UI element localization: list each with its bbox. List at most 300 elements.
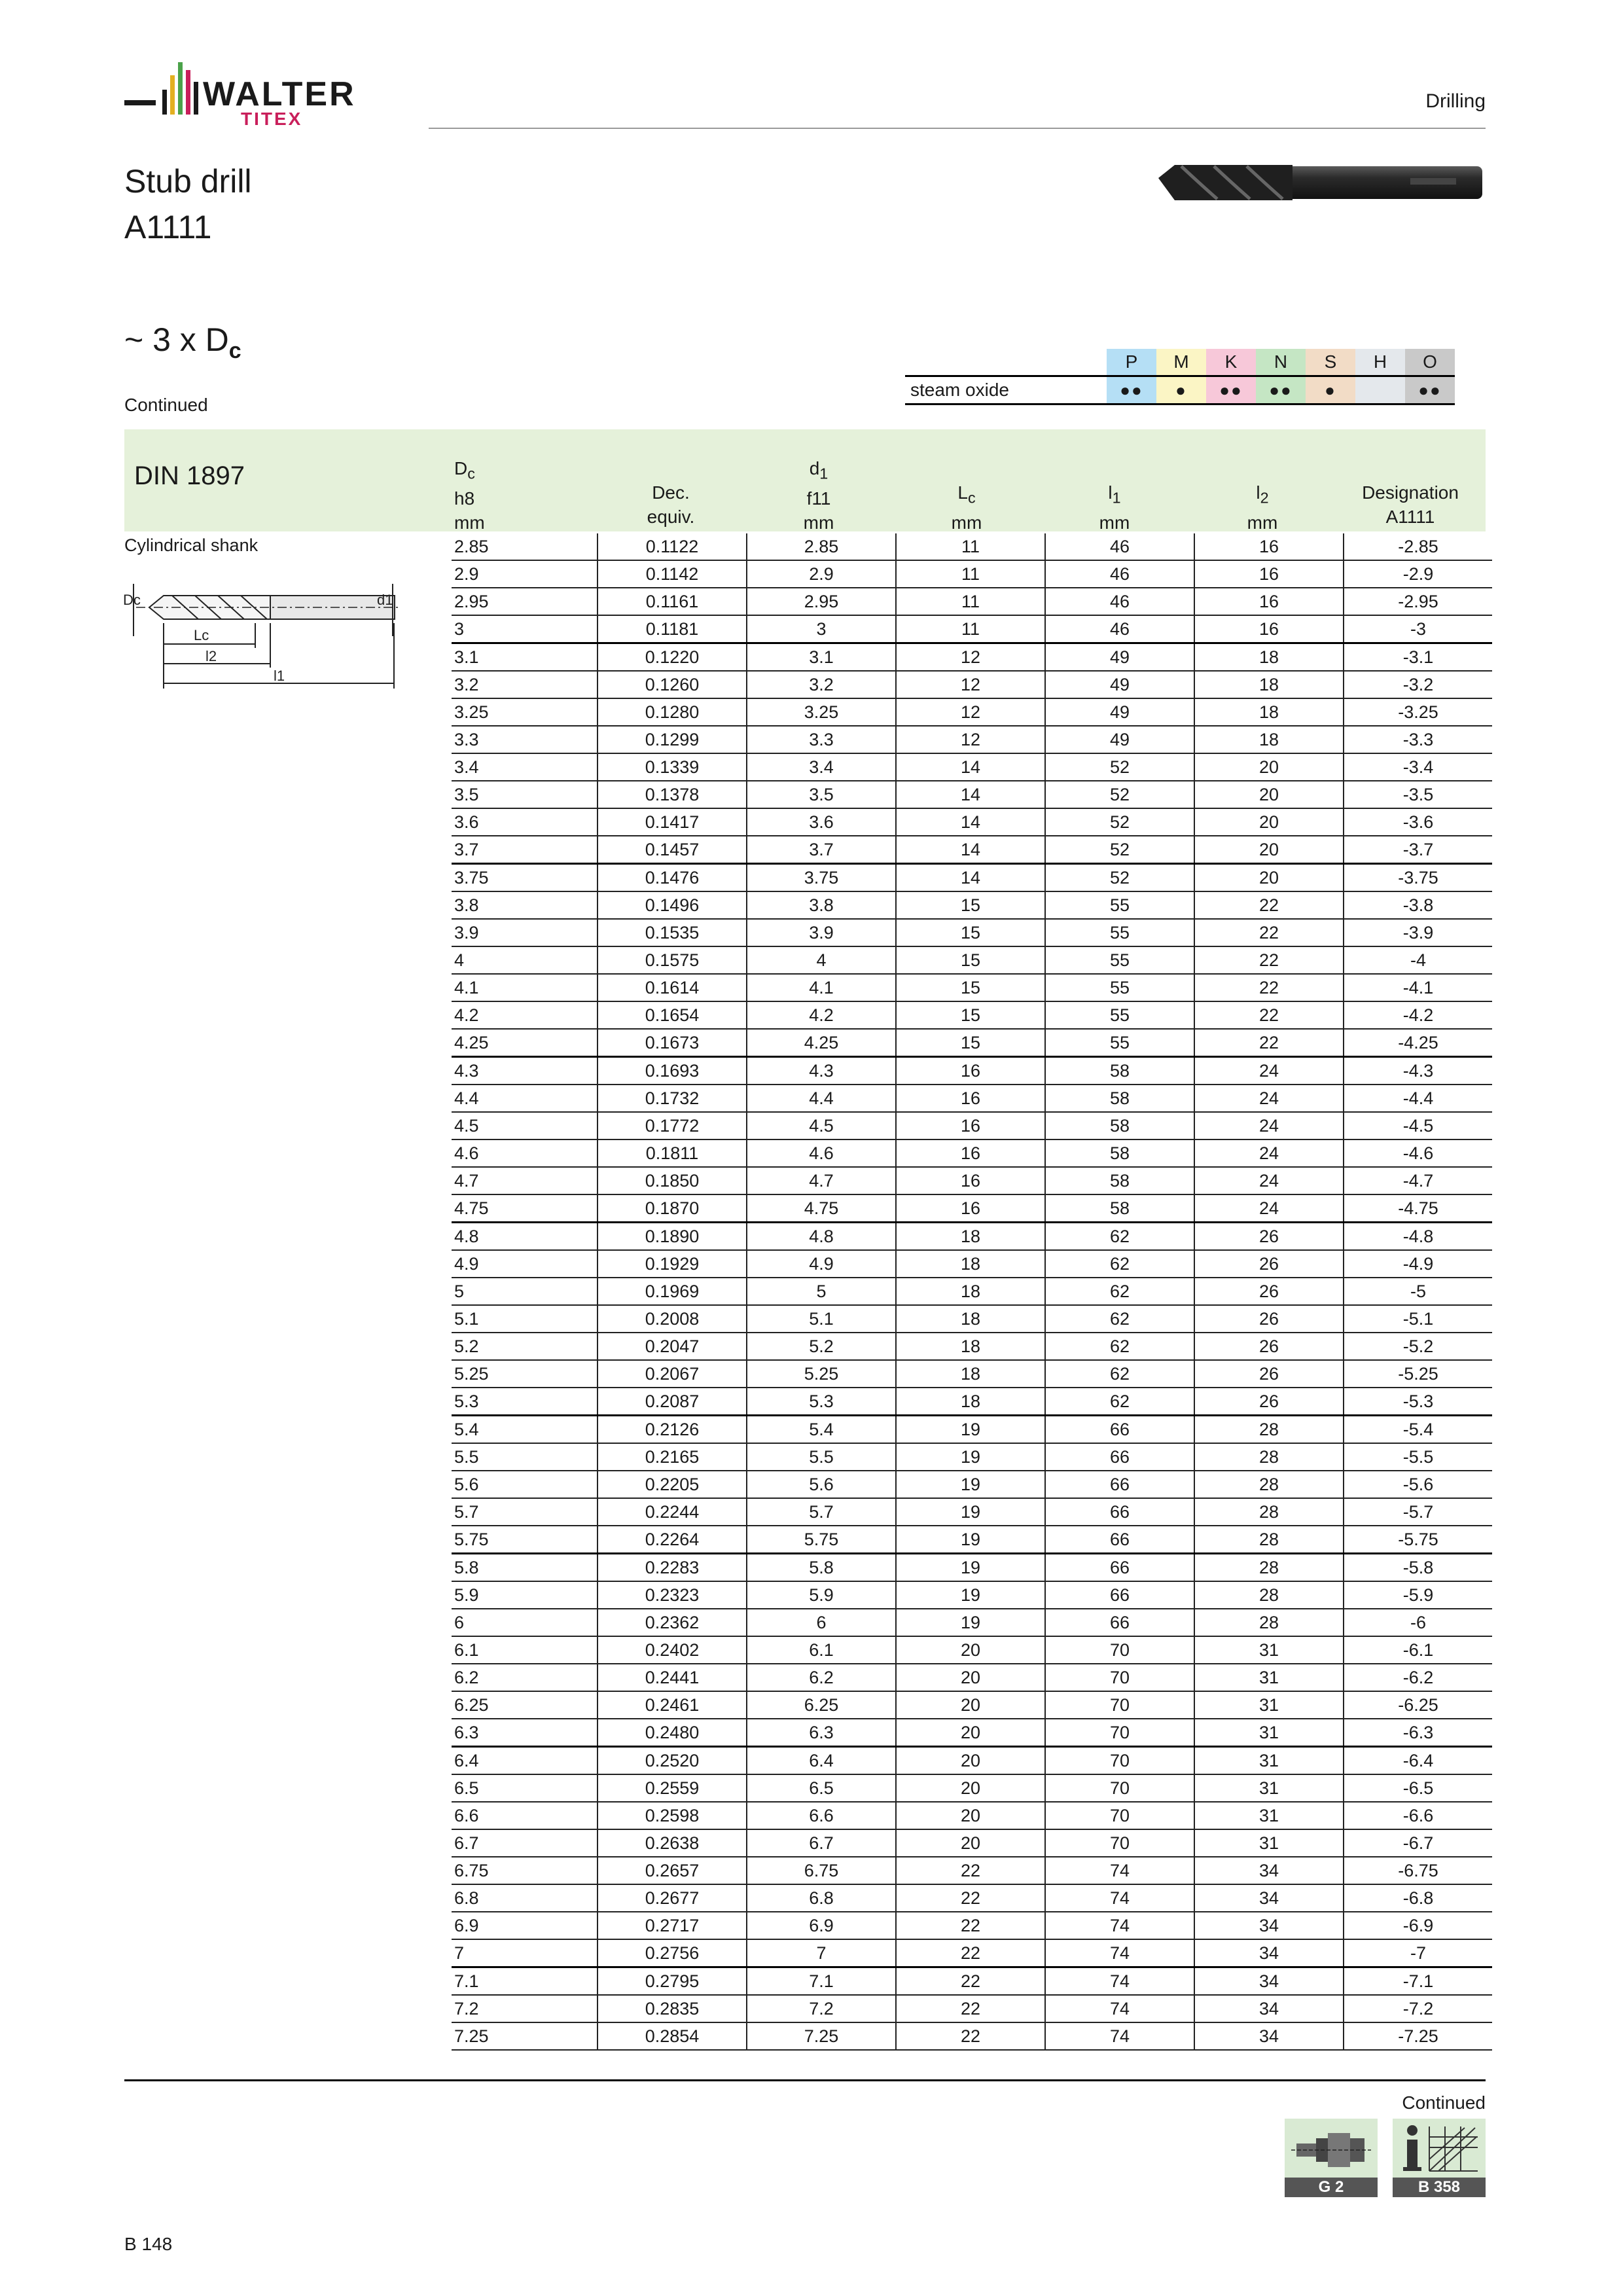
table-cell: 0.2067 [597,1360,747,1388]
table-row [452,864,1492,892]
table-cell: 46 [1045,615,1194,643]
table-cell: 34 [1194,1912,1344,1939]
table-cell: 74 [1045,2022,1194,2050]
table-cell: 12 [896,671,1045,698]
table-cell: 16 [1194,560,1344,588]
table-cell: 6.7 [747,1829,896,1857]
column-header-l2: $l_2$ mm [1247,482,1278,533]
table-cell: 0.1299 [597,726,747,753]
table-cell: 0.2638 [597,1829,747,1857]
table-cell: 34 [1194,1884,1344,1912]
table-cell: 5.5 [452,1443,597,1471]
table-cell: -4 [1344,946,1492,974]
table-cell: 16 [896,1085,1045,1112]
table-cell: 66 [1045,1471,1194,1498]
table-cell: 16 [1194,533,1344,560]
table-cell: 58 [1045,1194,1194,1223]
table-cell: 19 [896,1554,1045,1582]
diagram-label-lc: Lc [194,627,209,643]
continued-note-bottom: Continued [1402,2092,1486,2113]
table-cell: 28 [1194,1471,1344,1498]
table-cell: 22 [1194,974,1344,1001]
table-cell: 31 [1194,1829,1344,1857]
table-cell: 66 [1045,1443,1194,1471]
table-cell: 3 [452,615,597,643]
table-cell: 58 [1045,1167,1194,1194]
table-cell: 70 [1045,1691,1194,1719]
table-cell: 0.2441 [597,1664,747,1691]
table-cell: 16 [1194,588,1344,615]
table-cell: -6.7 [1344,1829,1492,1857]
table-cell: 3.7 [747,836,896,864]
table-cell: 62 [1045,1223,1194,1251]
table-cell: 0.2047 [597,1333,747,1360]
table-cell: -5.8 [1344,1554,1492,1582]
table-cell: 31 [1194,1747,1344,1775]
table-cell: 3.5 [747,781,896,808]
table-row [452,1719,1492,1747]
table-cell: 49 [1045,726,1194,753]
table-cell: 11 [896,560,1045,588]
table-cell: 52 [1045,864,1194,892]
table-cell: 0.2559 [597,1774,747,1802]
table-cell: 0.1260 [597,671,747,698]
table-row [452,1194,1492,1223]
table-cell: 0.2264 [597,1526,747,1554]
table-cell: 20 [896,1802,1045,1829]
table-cell: 24 [1194,1194,1344,1223]
table-cell: 7.2 [452,1995,597,2022]
table-cell: 5.4 [452,1416,597,1444]
table-cell: 26 [1194,1223,1344,1251]
table-cell: 16 [896,1139,1045,1167]
table-cell: 0.1732 [597,1085,747,1112]
table-cell: 55 [1045,919,1194,946]
info-chart-ref-tag[interactable]: B 358 [1393,2178,1486,2197]
table-row [452,533,1492,560]
table-cell: -3.8 [1344,891,1492,919]
table-cell: 26 [1194,1250,1344,1278]
table-cell: 74 [1045,1884,1194,1912]
table-cell: 0.1969 [597,1278,747,1305]
table-cell: 19 [896,1526,1045,1554]
table-row [452,726,1492,753]
table-cell: -3.7 [1344,836,1492,864]
table-cell: 3.2 [747,671,896,698]
table-cell: 3.8 [452,891,597,919]
page-title: Stub drill [124,163,252,200]
material-suitability-grid [905,349,1455,405]
table-row [452,1664,1492,1691]
table-cell: 3.25 [747,698,896,726]
table-cell: 66 [1045,1498,1194,1526]
toolholder-reference[interactable] [1285,2119,1378,2178]
table-cell: 20 [896,1774,1045,1802]
table-cell: 24 [1194,1139,1344,1167]
table-cell: 20 [896,1691,1045,1719]
table-cell: 4.5 [747,1112,896,1139]
table-cell: 12 [896,698,1045,726]
table-cell: 0.1142 [597,560,747,588]
length-ratio [124,321,241,364]
table-cell: 74 [1045,1995,1194,2022]
diagram-label-dc: Dc [123,592,141,608]
table-cell: -5 [1344,1278,1492,1305]
table-cell: -7.1 [1344,1967,1492,1996]
table-cell: 15 [896,919,1045,946]
table-cell: 22 [896,1967,1045,1996]
table-cell: 19 [896,1443,1045,1471]
material-o: O [1405,349,1455,376]
shank-type-label: Cylindrical shank [124,535,259,555]
table-cell: 5.1 [452,1305,597,1333]
table-row [452,1333,1492,1360]
table-cell: 6.9 [747,1912,896,1939]
table-cell: 19 [896,1581,1045,1609]
table-cell: -6.25 [1344,1691,1492,1719]
table-cell: 28 [1194,1609,1344,1636]
table-row [452,1223,1492,1251]
table-cell: 22 [896,1939,1045,1967]
table-cell: 5.7 [452,1498,597,1526]
table-cell: 0.2283 [597,1554,747,1582]
table-cell: -3.1 [1344,643,1492,672]
table-cell: 49 [1045,643,1194,672]
diagram-label-d1: d1 [377,592,393,608]
length-ratio-prefix: ~ 3 x D [124,321,229,358]
rating-o: ●● [1405,376,1455,404]
table-cell: 31 [1194,1691,1344,1719]
table-cell: 4.1 [452,974,597,1001]
table-cell: 15 [896,974,1045,1001]
table-cell: 0.2756 [597,1939,747,1967]
table-cell: 6.6 [747,1802,896,1829]
table-cell: 22 [896,2022,1045,2050]
table-row [452,560,1492,588]
table-cell: 19 [896,1609,1045,1636]
table-cell: 4.9 [747,1250,896,1278]
table-cell: 34 [1194,1967,1344,1996]
table-cell: 4.7 [747,1167,896,1194]
table-cell: 22 [1194,1029,1344,1057]
table-cell: 20 [896,1747,1045,1775]
table-cell: 74 [1045,1912,1194,1939]
table-cell: 0.2008 [597,1305,747,1333]
table-cell: 4.2 [452,1001,597,1029]
table-cell: 3.1 [452,643,597,672]
table-cell: 5 [747,1278,896,1305]
table-cell: 6.1 [452,1636,597,1664]
table-cell: 3 [747,615,896,643]
toolholder-icon [1285,2119,1378,2178]
table-cell: 2.95 [747,588,896,615]
table-cell: 0.1280 [597,698,747,726]
table-row [452,1609,1492,1636]
table-cell: 0.2835 [597,1995,747,2022]
table-cell: 14 [896,781,1045,808]
coating-label: steam oxide [905,376,1107,404]
table-cell: 49 [1045,698,1194,726]
table-cell: 7 [747,1939,896,1967]
table-cell: 0.1693 [597,1057,747,1085]
table-cell: 4.25 [747,1029,896,1057]
table-cell: 6.2 [452,1664,597,1691]
table-cell: 0.2854 [597,2022,747,2050]
table-cell: 5.4 [747,1416,896,1444]
table-cell: 0.1496 [597,891,747,919]
table-cell: 3.2 [452,671,597,698]
table-cell: -4.2 [1344,1001,1492,1029]
table-row [452,1939,1492,1967]
table-cell: 6.25 [747,1691,896,1719]
table-cell: 58 [1045,1057,1194,1085]
table-cell: 74 [1045,1939,1194,1967]
info-chart-reference[interactable] [1393,2119,1486,2178]
table-cell: 0.1457 [597,836,747,864]
table-cell: 0.2165 [597,1443,747,1471]
table-cell: 0.2657 [597,1857,747,1884]
column-header-lc: $L_c$ mm [951,482,982,533]
table-cell: -5.75 [1344,1526,1492,1554]
table-row [452,1001,1492,1029]
table-cell: 20 [1194,753,1344,781]
table-cell: -3.9 [1344,919,1492,946]
table-row [452,753,1492,781]
table-cell: 5.3 [747,1388,896,1416]
table-cell: -3.3 [1344,726,1492,753]
table-cell: 26 [1194,1360,1344,1388]
table-cell: 0.2520 [597,1747,747,1775]
table-cell: -4.4 [1344,1085,1492,1112]
rating-k: ●● [1206,376,1256,404]
table-cell: 31 [1194,1636,1344,1664]
table-cell: 3.9 [747,919,896,946]
table-cell: 3.9 [452,919,597,946]
table-cell: -4.8 [1344,1223,1492,1251]
table-cell: 4.5 [452,1112,597,1139]
table-cell: -5.7 [1344,1498,1492,1526]
table-cell: 3.6 [452,808,597,836]
drill-dimensions-table [452,533,1492,2051]
table-cell: 62 [1045,1278,1194,1305]
table-cell: 0.1772 [597,1112,747,1139]
material-h: H [1355,349,1405,376]
table-cell: 4.7 [452,1167,597,1194]
table-row [452,1250,1492,1278]
table-cell: 26 [1194,1333,1344,1360]
page-number: B 148 [124,2234,173,2254]
table-cell: -5.3 [1344,1388,1492,1416]
table-cell: 28 [1194,1498,1344,1526]
table-cell: 5.2 [747,1333,896,1360]
table-cell: 4.3 [452,1057,597,1085]
table-cell: 5.25 [747,1360,896,1388]
table-cell: -7.2 [1344,1995,1492,2022]
brand-sub: TITEX [241,109,303,129]
table-cell: 7.1 [452,1967,597,1996]
table-cell: 28 [1194,1416,1344,1444]
table-cell: 5.8 [452,1554,597,1582]
table-cell: 3.5 [452,781,597,808]
table-cell: 6.8 [747,1884,896,1912]
table-row [452,891,1492,919]
material-k: K [1206,349,1256,376]
table-cell: -3 [1344,615,1492,643]
table-cell: 62 [1045,1388,1194,1416]
table-cell: 5.75 [452,1526,597,1554]
table-cell: 16 [896,1194,1045,1223]
column-header-designation: Designation A1111 [1362,482,1459,527]
table-cell: -6.8 [1344,1884,1492,1912]
table-cell: 0.1850 [597,1167,747,1194]
material-m: M [1156,349,1206,376]
table-row [452,1057,1492,1085]
table-row [452,1305,1492,1333]
length-ratio-sub: c [228,338,241,363]
info-chart-icon [1393,2119,1486,2178]
table-cell: 70 [1045,1664,1194,1691]
table-cell: 2.95 [452,588,597,615]
table-cell: 18 [896,1360,1045,1388]
table-cell: 6.3 [452,1719,597,1747]
table-cell: 0.2087 [597,1388,747,1416]
table-cell: 70 [1045,1802,1194,1829]
table-cell: -3.4 [1344,753,1492,781]
table-cell: 46 [1045,588,1194,615]
table-cell: 31 [1194,1719,1344,1747]
table-cell: 74 [1045,1857,1194,1884]
rating-s: ● [1306,376,1355,404]
table-row [452,1581,1492,1609]
table-cell: 55 [1045,974,1194,1001]
table-cell: 4.9 [452,1250,597,1278]
table-cell: 18 [1194,726,1344,753]
table-cell: 11 [896,588,1045,615]
table-cell: -4.3 [1344,1057,1492,1085]
material-n: N [1256,349,1306,376]
table-cell: 5.25 [452,1360,597,1388]
rating-m: ● [1156,376,1206,404]
table-cell: 7.1 [747,1967,896,1996]
table-cell: 3.7 [452,836,597,864]
table-cell: 20 [896,1829,1045,1857]
table-cell: 24 [1194,1167,1344,1194]
table-cell: 19 [896,1498,1045,1526]
table-cell: 0.1417 [597,808,747,836]
table-cell: 4.2 [747,1001,896,1029]
diagram-label-l1: l1 [274,668,285,684]
table-cell: 4.75 [452,1194,597,1223]
table-cell: 58 [1045,1139,1194,1167]
table-cell: 19 [896,1471,1045,1498]
table-cell: 31 [1194,1802,1344,1829]
table-cell: 3.4 [452,753,597,781]
drill-dimension-diagram [123,571,404,702]
table-cell: 18 [896,1305,1045,1333]
table-cell: 70 [1045,1774,1194,1802]
table-cell: 62 [1045,1360,1194,1388]
table-cell: 0.1339 [597,753,747,781]
table-cell: -5.5 [1344,1443,1492,1471]
table-cell: -4.7 [1344,1167,1492,1194]
rating-p: ●● [1107,376,1156,404]
table-row [452,1967,1492,1996]
table-cell: 3.25 [452,698,597,726]
table-row [452,1829,1492,1857]
table-cell: 55 [1045,891,1194,919]
column-header-l1: $l_1$ mm [1099,482,1130,533]
table-row [452,1443,1492,1471]
table-cell: 4.6 [747,1139,896,1167]
table-cell: 62 [1045,1250,1194,1278]
table-cell: 11 [896,533,1045,560]
table-cell: 16 [1194,615,1344,643]
table-cell: 6.8 [452,1884,597,1912]
table-cell: 7 [452,1939,597,1967]
table-cell: -6.5 [1344,1774,1492,1802]
table-row [452,1360,1492,1388]
table-cell: 7.25 [747,2022,896,2050]
table-cell: 28 [1194,1443,1344,1471]
table-cell: 0.1476 [597,864,747,892]
table-row [452,781,1492,808]
table-cell: 34 [1194,1939,1344,1967]
table-cell: -7 [1344,1939,1492,1967]
table-row [452,1085,1492,1112]
table-cell: 4.75 [747,1194,896,1223]
table-cell: 16 [896,1112,1045,1139]
table-cell: 12 [896,643,1045,672]
standard-label: DIN 1897 [134,461,245,490]
table-cell: 20 [896,1719,1045,1747]
header-divider [429,128,1486,129]
table-cell: 11 [896,615,1045,643]
table-cell: 5.8 [747,1554,896,1582]
table-cell: 14 [896,808,1045,836]
table-cell: -6.2 [1344,1664,1492,1691]
table-row [452,1278,1492,1305]
table-cell: 22 [896,1995,1045,2022]
table-cell: -6.1 [1344,1636,1492,1664]
table-cell: 6.4 [452,1747,597,1775]
table-cell: 66 [1045,1581,1194,1609]
table-cell: 31 [1194,1774,1344,1802]
table-cell: 0.2323 [597,1581,747,1609]
table-cell: 70 [1045,1829,1194,1857]
table-cell: 0.2205 [597,1471,747,1498]
table-cell: 52 [1045,753,1194,781]
walter-titex-logo [124,62,399,134]
diagram-label-l2: l2 [205,648,217,664]
table-row [452,1167,1492,1194]
table-cell: 66 [1045,1554,1194,1582]
toolholder-ref-tag[interactable]: G 2 [1285,2178,1378,2197]
table-cell: 0.2244 [597,1498,747,1526]
table-cell: 2.85 [452,533,597,560]
table-cell: 3.1 [747,643,896,672]
table-cell: 18 [896,1333,1045,1360]
table-cell: -3.75 [1344,864,1492,892]
table-cell: 6 [452,1609,597,1636]
table-cell: 28 [1194,1581,1344,1609]
table-cell: 2.9 [452,560,597,588]
table-cell: 24 [1194,1057,1344,1085]
stub-drill-image [1155,158,1486,207]
table-cell: 5.75 [747,1526,896,1554]
table-row [452,698,1492,726]
column-header-dec-equiv: Dec. equiv. [647,482,695,527]
table-cell: -6.6 [1344,1802,1492,1829]
